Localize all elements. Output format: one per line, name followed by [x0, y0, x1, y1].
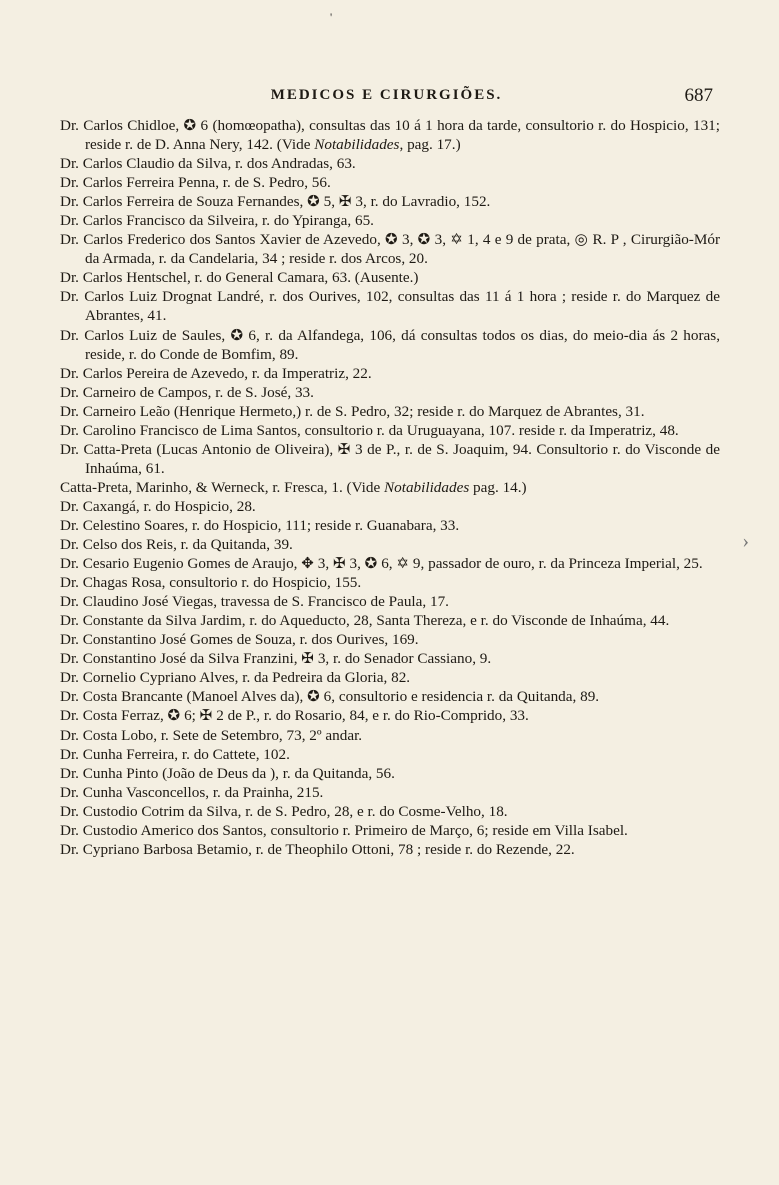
entry-text: Dr. Caxangá, r. do Hospicio, 28. — [60, 497, 256, 515]
entry-text: Dr. Constantino José da Silva Franzini, ✠ 3, r. do Senador Cassiano, 9. — [60, 650, 492, 668]
directory-entry — [60, 630, 720, 649]
directory-entry — [60, 745, 720, 764]
entry-text: Dr. Costa Ferraz, ✪ 6; ✠ 2 de P., r. do Rosario, 84, e r. do Rio-Comprido, 33. — [60, 707, 529, 725]
entry-text: Dr. Carlos Luiz Drognat Landré, r. dos Ourives, 102, consultas das 11 á 1 hora ; reside r. do Marquez de Abrantes, 41. — [60, 288, 720, 325]
entry-text: Dr. Carlos Ferreira de Souza Fernandes, ✪ 5, ✠ 3, r. do Lavradio, 152. — [60, 193, 491, 211]
directory-entry — [60, 478, 720, 497]
entry-text: Dr. Cunha Vasconcellos, r. da Prainha, 215. — [60, 783, 324, 801]
directory-entry — [60, 230, 720, 268]
directory-entry — [60, 516, 720, 535]
entry-text: Dr. Catta-Preta (Lucas Antonio de Oliveira), ✠ 3 de P., r. de S. Joaquim, 94. Consultorio r. do Visconde de Inhaúma, 61. — [60, 440, 720, 477]
directory-list — [60, 116, 720, 859]
entry-text: Dr. Celso dos Reis, r. da Quitanda, 39. — [60, 536, 293, 554]
entry-text: Dr. Cunha Ferreira, r. do Cattete, 102. — [60, 745, 290, 763]
directory-entry — [60, 726, 720, 745]
entry-italic-text: Notabilidades — [314, 136, 400, 154]
entry-text: Dr. Carneiro Leão (Henrique Hermeto,) r. de S. Pedro, 32; reside r. do Marquez de Abrantes, 31. — [60, 402, 645, 420]
entry-text: Dr. Constante da Silva Jardim, r. do Aqueducto, 28, Santa Thereza, e r. do Visconde de Inhaúma, 44. — [60, 612, 670, 630]
directory-entry — [60, 287, 720, 325]
entry-text: Dr. Cypriano Barbosa Betamio, r. de Theophilo Ottoni, 78 ; reside r. do Rezende, 22. — [60, 840, 575, 858]
directory-entry — [60, 783, 720, 802]
entry-text: Dr. Carlos Pereira de Azevedo, r. da Imperatriz, 22. — [60, 364, 372, 382]
directory-entry — [60, 497, 720, 516]
entry-text: Dr. Cunha Pinto (João de Deus da ), r. da Quitanda, 56. — [60, 764, 395, 782]
directory-entry — [60, 649, 720, 668]
directory-entry — [60, 154, 720, 173]
ink-speck: ' — [330, 10, 333, 24]
directory-entry — [60, 440, 720, 478]
entry-text: Dr. Carlos Claudio da Silva, r. dos Andradas, 63. — [60, 155, 356, 173]
directory-entry — [60, 573, 720, 592]
entry-text: Dr. Costa Brancante (Manoel Alves da), ✪ 6, consultorio e residencia r. da Quitanda, 89. — [60, 688, 600, 706]
entry-text: Dr. Cornelio Cypriano Alves, r. da Pedreira da Gloria, 82. — [60, 669, 411, 687]
entry-text: Dr. Carlos Chidloe, ✪ 6 (homœopatha), consultas das 10 á 1 hora da tarde, consultorio r. do Hospicio, 131; reside r. de D. Anna Nery, 142. (Vide — [60, 117, 720, 154]
entry-text-rest: pag. 14.) — [469, 478, 527, 496]
entry-text: Dr. Carlos Hentschel, r. do General Camara, 63. (Ausente.) — [60, 269, 419, 287]
directory-entry — [60, 192, 720, 211]
entry-text: Dr. Custodio Cotrim da Silva, r. de S. Pedro, 28, e r. do Cosme-Velho, 18. — [60, 802, 508, 820]
directory-entry — [60, 211, 720, 230]
directory-entry — [60, 402, 720, 421]
directory-entry — [60, 611, 720, 630]
directory-entry — [60, 706, 720, 725]
entry-text: Dr. Carlos Ferreira Penna, r. de S. Pedro, 56. — [60, 174, 331, 192]
directory-entry — [60, 421, 720, 440]
entry-text: Catta-Preta, Marinho, & Werneck, r. Fresca, 1. (Vide — [60, 478, 381, 496]
directory-entry — [60, 364, 720, 383]
entry-text: Dr. Carlos Francisco da Silveira, r. do Ypiranga, 65. — [60, 212, 374, 230]
directory-entry — [60, 173, 720, 192]
page-title: MEDICOS E CIRURGIÕES. — [270, 87, 503, 103]
directory-entry — [60, 116, 720, 154]
directory-entry — [60, 840, 720, 859]
entry-text: Dr. Cesario Eugenio Gomes de Araujo, ✥ 3, ✠ 3, ✪ 6, ✡ 9, passador de ouro, r. da Princeza Imperial, 25. — [60, 555, 703, 573]
entry-text-rest: , pag. 17.) — [399, 136, 461, 154]
directory-entry — [60, 821, 720, 840]
entry-text: Dr. Constantino José Gomes de Souza, r. dos Ourives, 169. — [60, 631, 419, 649]
directory-entry — [60, 554, 720, 573]
page-number: 687 — [684, 85, 713, 106]
entry-italic-text: Notabilidades — [384, 478, 470, 496]
page-header — [60, 87, 713, 109]
entry-text: Dr. Chagas Rosa, consultorio r. do Hospicio, 155. — [60, 574, 362, 592]
entry-text: Dr. Carlos Frederico dos Santos Xavier de Azevedo, ✪ 3, ✪ 3, ✡ 1, 4 e 9 de prata, ◎ R. P , Cirurgião-Mór da Armada, r. da Candelaria, 34 ; reside r. dos Arcos, 20. — [60, 231, 720, 268]
entry-text: Dr. Claudino José Viegas, travessa de S. Francisco de Paula, 17. — [60, 593, 449, 611]
directory-entry — [60, 687, 720, 706]
entry-text: Dr. Carlos Luiz de Saules, ✪ 6, r. da Alfandega, 106, dá consultas todos os dias, do meio-dia ás 2 horas, reside, r. do Conde de Bomfim, 89. — [60, 326, 720, 363]
directory-entry — [60, 764, 720, 783]
entry-text: Dr. Custodio Americo dos Santos, consultorio r. Primeiro de Março, 6; reside em Villa Isabel. — [60, 821, 628, 839]
margin-mark: › — [742, 530, 749, 552]
entry-text: Dr. Carolino Francisco de Lima Santos, consultorio r. da Uruguayana, 107. reside r. da Imperatriz, 48. — [60, 421, 679, 439]
directory-entry — [60, 802, 720, 821]
directory-entry — [60, 592, 720, 611]
directory-entry — [60, 668, 720, 687]
entry-text: Dr. Celestino Soares, r. do Hospicio, 111; reside r. Guanabara, 33. — [60, 516, 460, 534]
entry-text: Dr. Carneiro de Campos, r. de S. José, 33. — [60, 383, 314, 401]
directory-entry — [60, 535, 720, 554]
entry-text: Dr. Costa Lobo, r. Sete de Setembro, 73, 2º andar. — [60, 726, 363, 744]
directory-entry — [60, 268, 720, 287]
directory-entry — [60, 383, 720, 402]
directory-entry — [60, 326, 720, 364]
